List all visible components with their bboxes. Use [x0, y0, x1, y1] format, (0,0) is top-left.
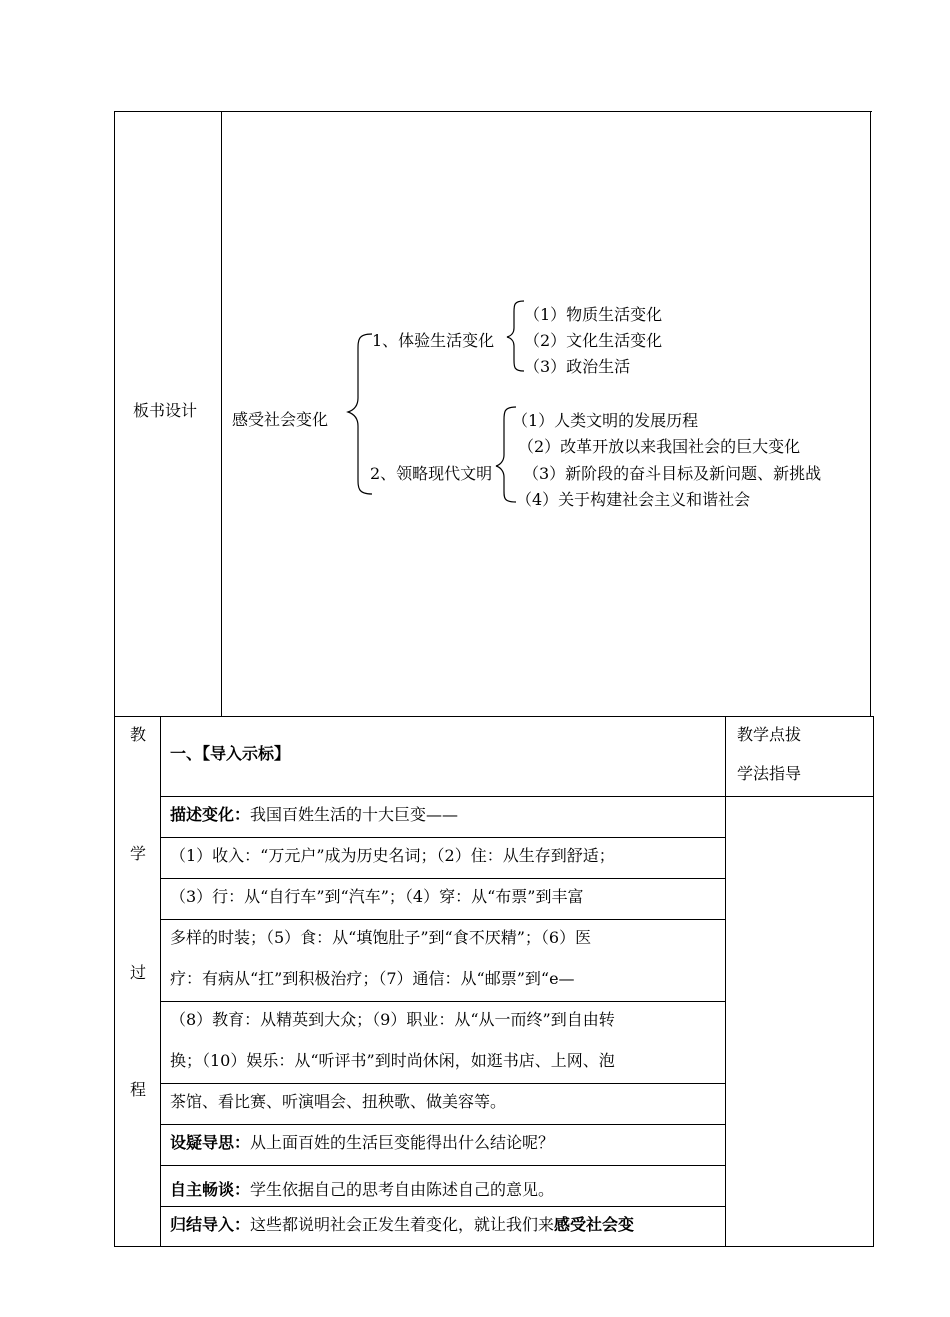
conclude-row — [170, 1212, 634, 1235]
row-line — [160, 878, 726, 879]
branch2-title: 2、领略现代文明 — [370, 464, 493, 483]
content-line-4: 疗：有病从“扛”到积极治疗；（7）通信：从“邮票”到“e— — [170, 969, 575, 988]
content-line-3: 多样的时装；（5）食：从“填饱肚子”到“食不厌精”；（6）医 — [170, 928, 592, 947]
row-line — [160, 1124, 726, 1125]
brace1-icon — [507, 301, 524, 371]
branch1-item-1: （1）物质生活变化 — [524, 305, 663, 324]
side-label-char-2: 学 — [130, 844, 147, 863]
main-brace-icon — [348, 334, 372, 494]
conclude-label: 归结导入： — [170, 1215, 251, 1234]
discuss-text: 学生依据自己的思考自由陈述自己的意见。 — [250, 1180, 555, 1199]
branch2-item-3: （3）新阶段的奋斗目标及新问题、新挑战 — [523, 464, 822, 483]
question-label: 设疑导思： — [170, 1133, 251, 1152]
row-line — [160, 796, 874, 797]
section-title: 一、【导入示标】 — [170, 744, 291, 763]
branch1-item-2: （2）文化生活变化 — [524, 331, 663, 350]
content-line-6: 换；（10）娱乐：从“听评书”到时尚休闲，如逛书店、上网、泡 — [170, 1051, 615, 1070]
content-line-1: （1）收入：“万元户”成为历史名词；（2）住：从生存到舒适； — [170, 846, 615, 865]
describe-row — [170, 802, 458, 825]
row-line — [160, 837, 726, 838]
main-topic: 感受社会变化 — [232, 410, 329, 429]
content-line-7: 茶馆、看比赛、听演唱会、扭秧歌、做美容等。 — [170, 1092, 507, 1111]
discuss-label: 自主畅谈： — [170, 1180, 251, 1199]
row-line — [160, 1083, 726, 1084]
branch2-item-4: （4）关于构建社会主义和谐社会 — [516, 490, 751, 509]
lower-bottom-border — [114, 1246, 874, 1247]
discuss-row — [170, 1177, 554, 1200]
conclude-bold-tail: 感受社会变 — [554, 1215, 635, 1234]
board-design-label: 板书设计 — [133, 401, 198, 420]
right-header-2: 学法指导 — [737, 764, 802, 783]
describe-label: 描述变化： — [170, 805, 251, 824]
conclude-text: 这些都说明社会正发生着变化，就让我们来 — [250, 1215, 555, 1234]
branch2-item-1: （1）人类文明的发展历程 — [512, 411, 699, 430]
branch1-title: 1、体验生活变化 — [372, 331, 495, 350]
question-text: 从上面百姓的生活巨变能得出什么结论呢？ — [250, 1133, 555, 1152]
question-row — [170, 1130, 554, 1153]
row-line — [160, 1165, 726, 1166]
side-label-char-4: 程 — [130, 1080, 147, 1099]
describe-text: 我国百姓生活的十大巨变—— — [250, 805, 459, 824]
content-line-5: （8）教育：从精英到大众；（9）职业：从“从一而终”到自由转 — [170, 1010, 615, 1029]
right-header-1: 教学点拔 — [737, 725, 802, 744]
branch2-item-2: （2）改革开放以来我国社会的巨大变化 — [518, 437, 801, 456]
row-line — [160, 1206, 726, 1207]
row-line — [160, 1001, 726, 1002]
side-label-char-3: 过 — [130, 963, 147, 982]
side-label-char-1: 教 — [130, 725, 147, 744]
content-line-2: （3）行：从“自行车”到“汽车”；（4）穿：从“布票”到丰富 — [170, 887, 584, 906]
row-line — [160, 919, 726, 920]
branch1-item-3: （3）政治生活 — [524, 357, 631, 376]
